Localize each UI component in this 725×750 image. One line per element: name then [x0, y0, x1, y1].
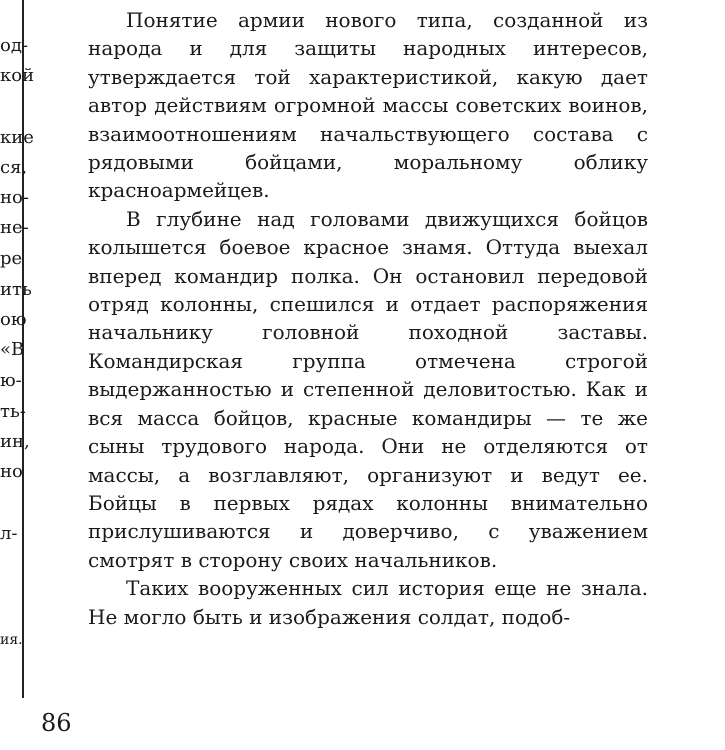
edge-fragment: ть-	[0, 401, 26, 422]
edge-fragment: кой	[0, 65, 35, 86]
edge-fragment: ия.	[0, 632, 23, 648]
paragraph: Таких вооруженных сил история еще не знала. Не могло быть и изображения солдат, подоб-	[88, 576, 648, 629]
edge-fragment: ся,	[0, 157, 28, 178]
edge-fragment: ить	[0, 279, 32, 300]
edge-fragment: но	[0, 461, 23, 482]
previous-page-edge	[0, 0, 60, 700]
edge-fragment: ин,	[0, 431, 30, 452]
edge-fragment: ю-	[0, 370, 22, 391]
edge-fragment: не-	[0, 217, 29, 238]
edge-fragment: од-	[0, 35, 29, 56]
paragraph: Понятие армии нового типа, созданной из народа и для защиты народных интересов, утверждается той характеристикой, какую дает автор действиям огромной массы советских воинов, взаимоотношениям начальствующего состава с рядовыми бойцами, моральному облику красноармейцев.	[88, 8, 648, 203]
edge-fragment: ою	[0, 309, 27, 330]
page-text-column	[88, 6, 648, 631]
edge-fragment: л-	[0, 523, 18, 544]
edge-fragment: ре	[0, 248, 23, 269]
edge-fragment: но-	[0, 187, 29, 208]
paragraph: В глубине над головами движущихся бойцов колышется боевое красное знамя. Оттуда выехал вперед командир полка. Он остановил передовой отряд колонны, спешился и отдает распоряжения начальнику головной походной заставы. Командирская группа отмечена строгой выдержанностью и степенной деловитостью. Как и вся масса бойцов, красные командиры — те же сыны трудового народа. Они не отделяются от массы, а возглавляют, организуют и ведут ее. Бойцы в первых рядах колонны внимательно прислушиваются и доверчиво, с уважением смотрят в сторону своих начальников.	[88, 206, 648, 572]
edge-fragment: кие	[0, 127, 34, 148]
edge-fragment: «В	[0, 339, 25, 360]
page-number: 86	[41, 709, 72, 737]
